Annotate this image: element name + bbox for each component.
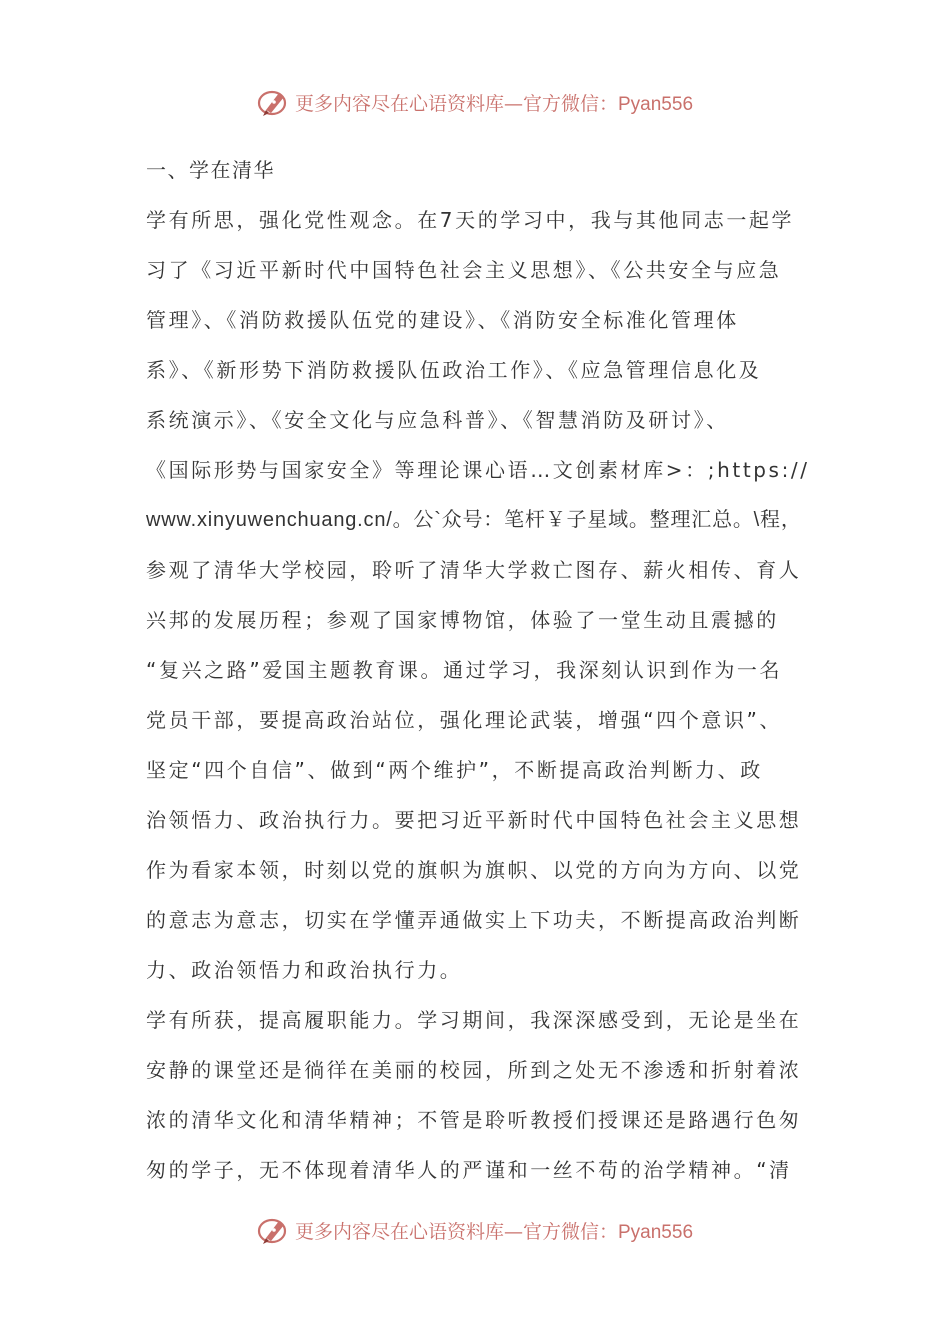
- text-line: 浓的清华文化和清华精神；不管是聆听教授们授课还是路遇行色匆: [146, 1108, 802, 1132]
- text-line: “复兴之路”爱国主题教育课。通过学习，我深刻认识到作为一名: [146, 658, 783, 682]
- text-line: 匆的学子，无不体现着清华人的严谨和一丝不苟的治学精神。“清: [146, 1158, 792, 1182]
- banner-text: 更多内容尽在心语资料库—官方微信：Pyan556: [294, 92, 694, 115]
- section-heading: 一、学在清华: [146, 158, 275, 182]
- text-line: www.xinyuwenchuang.cn/。公`众号：笔杆￥子星域。整理汇总。\程，: [146, 509, 802, 531]
- text-line: 习了《习近平新时代中国特色社会主义思想》、《公共安全与应急: [146, 258, 782, 282]
- text-line: 党员干部，要提高政治站位，强化理论武装，增强“四个意识”、: [146, 708, 783, 732]
- footer-banner: [0, 1208, 950, 1252]
- text-line: 系统演示》、《安全文化与应急科普》、《智慧消防及研讨》、: [146, 408, 729, 432]
- wechat-id: Pyan556: [618, 1221, 694, 1243]
- text-line: 《国际形势与国家安全》等理论课心语…文创素材库>：;https://: [146, 458, 810, 482]
- text-line: 学有所思，强化党性观念。在7天的学习中，我与其他同志一起学: [146, 208, 795, 232]
- wechat-id: Pyan556: [618, 93, 694, 115]
- pen-nib-logo-icon: [257, 1214, 289, 1246]
- pen-nib-logo-icon: [257, 86, 289, 118]
- banner-text: 更多内容尽在心语资料库—官方微信：Pyan556: [294, 1220, 694, 1243]
- text-line: 坚定“四个自信”、做到“两个维护”，不断提高政治判断力、政: [146, 758, 763, 782]
- text-line: 系》、《新形势下消防救援队伍政治工作》、《应急管理信息化及: [146, 358, 762, 382]
- text-line: 力、政治领悟力和政治执行力。: [146, 958, 463, 982]
- text-line: 学有所获，提高履职能力。学习期间，我深深感受到，无论是坐在: [146, 1008, 802, 1032]
- document-body: [146, 145, 811, 1195]
- header-banner: [0, 80, 950, 124]
- text-line: 治领悟力、政治执行力。要把习近平新时代中国特色社会主义思想: [146, 808, 802, 832]
- text-line: 作为看家本领，时刻以党的旗帜为旗帜、以党的方向为方向、以党: [146, 858, 802, 882]
- text-line: 管理》、《消防救援队伍党的建设》、《消防安全标准化管理体: [146, 308, 739, 332]
- text-line: 安静的课堂还是徜徉在美丽的校园，所到之处无不渗透和折射着浓: [146, 1058, 802, 1082]
- text-line: 兴邦的发展历程；参观了国家博物馆，体验了一堂生动且震撼的: [146, 608, 779, 632]
- text-line: 的意志为意志，切实在学懂弄通做实上下功夫，不断提高政治判断: [146, 908, 802, 932]
- text-line: 参观了清华大学校园，聆听了清华大学救亡图存、薪火相传、育人: [146, 558, 802, 582]
